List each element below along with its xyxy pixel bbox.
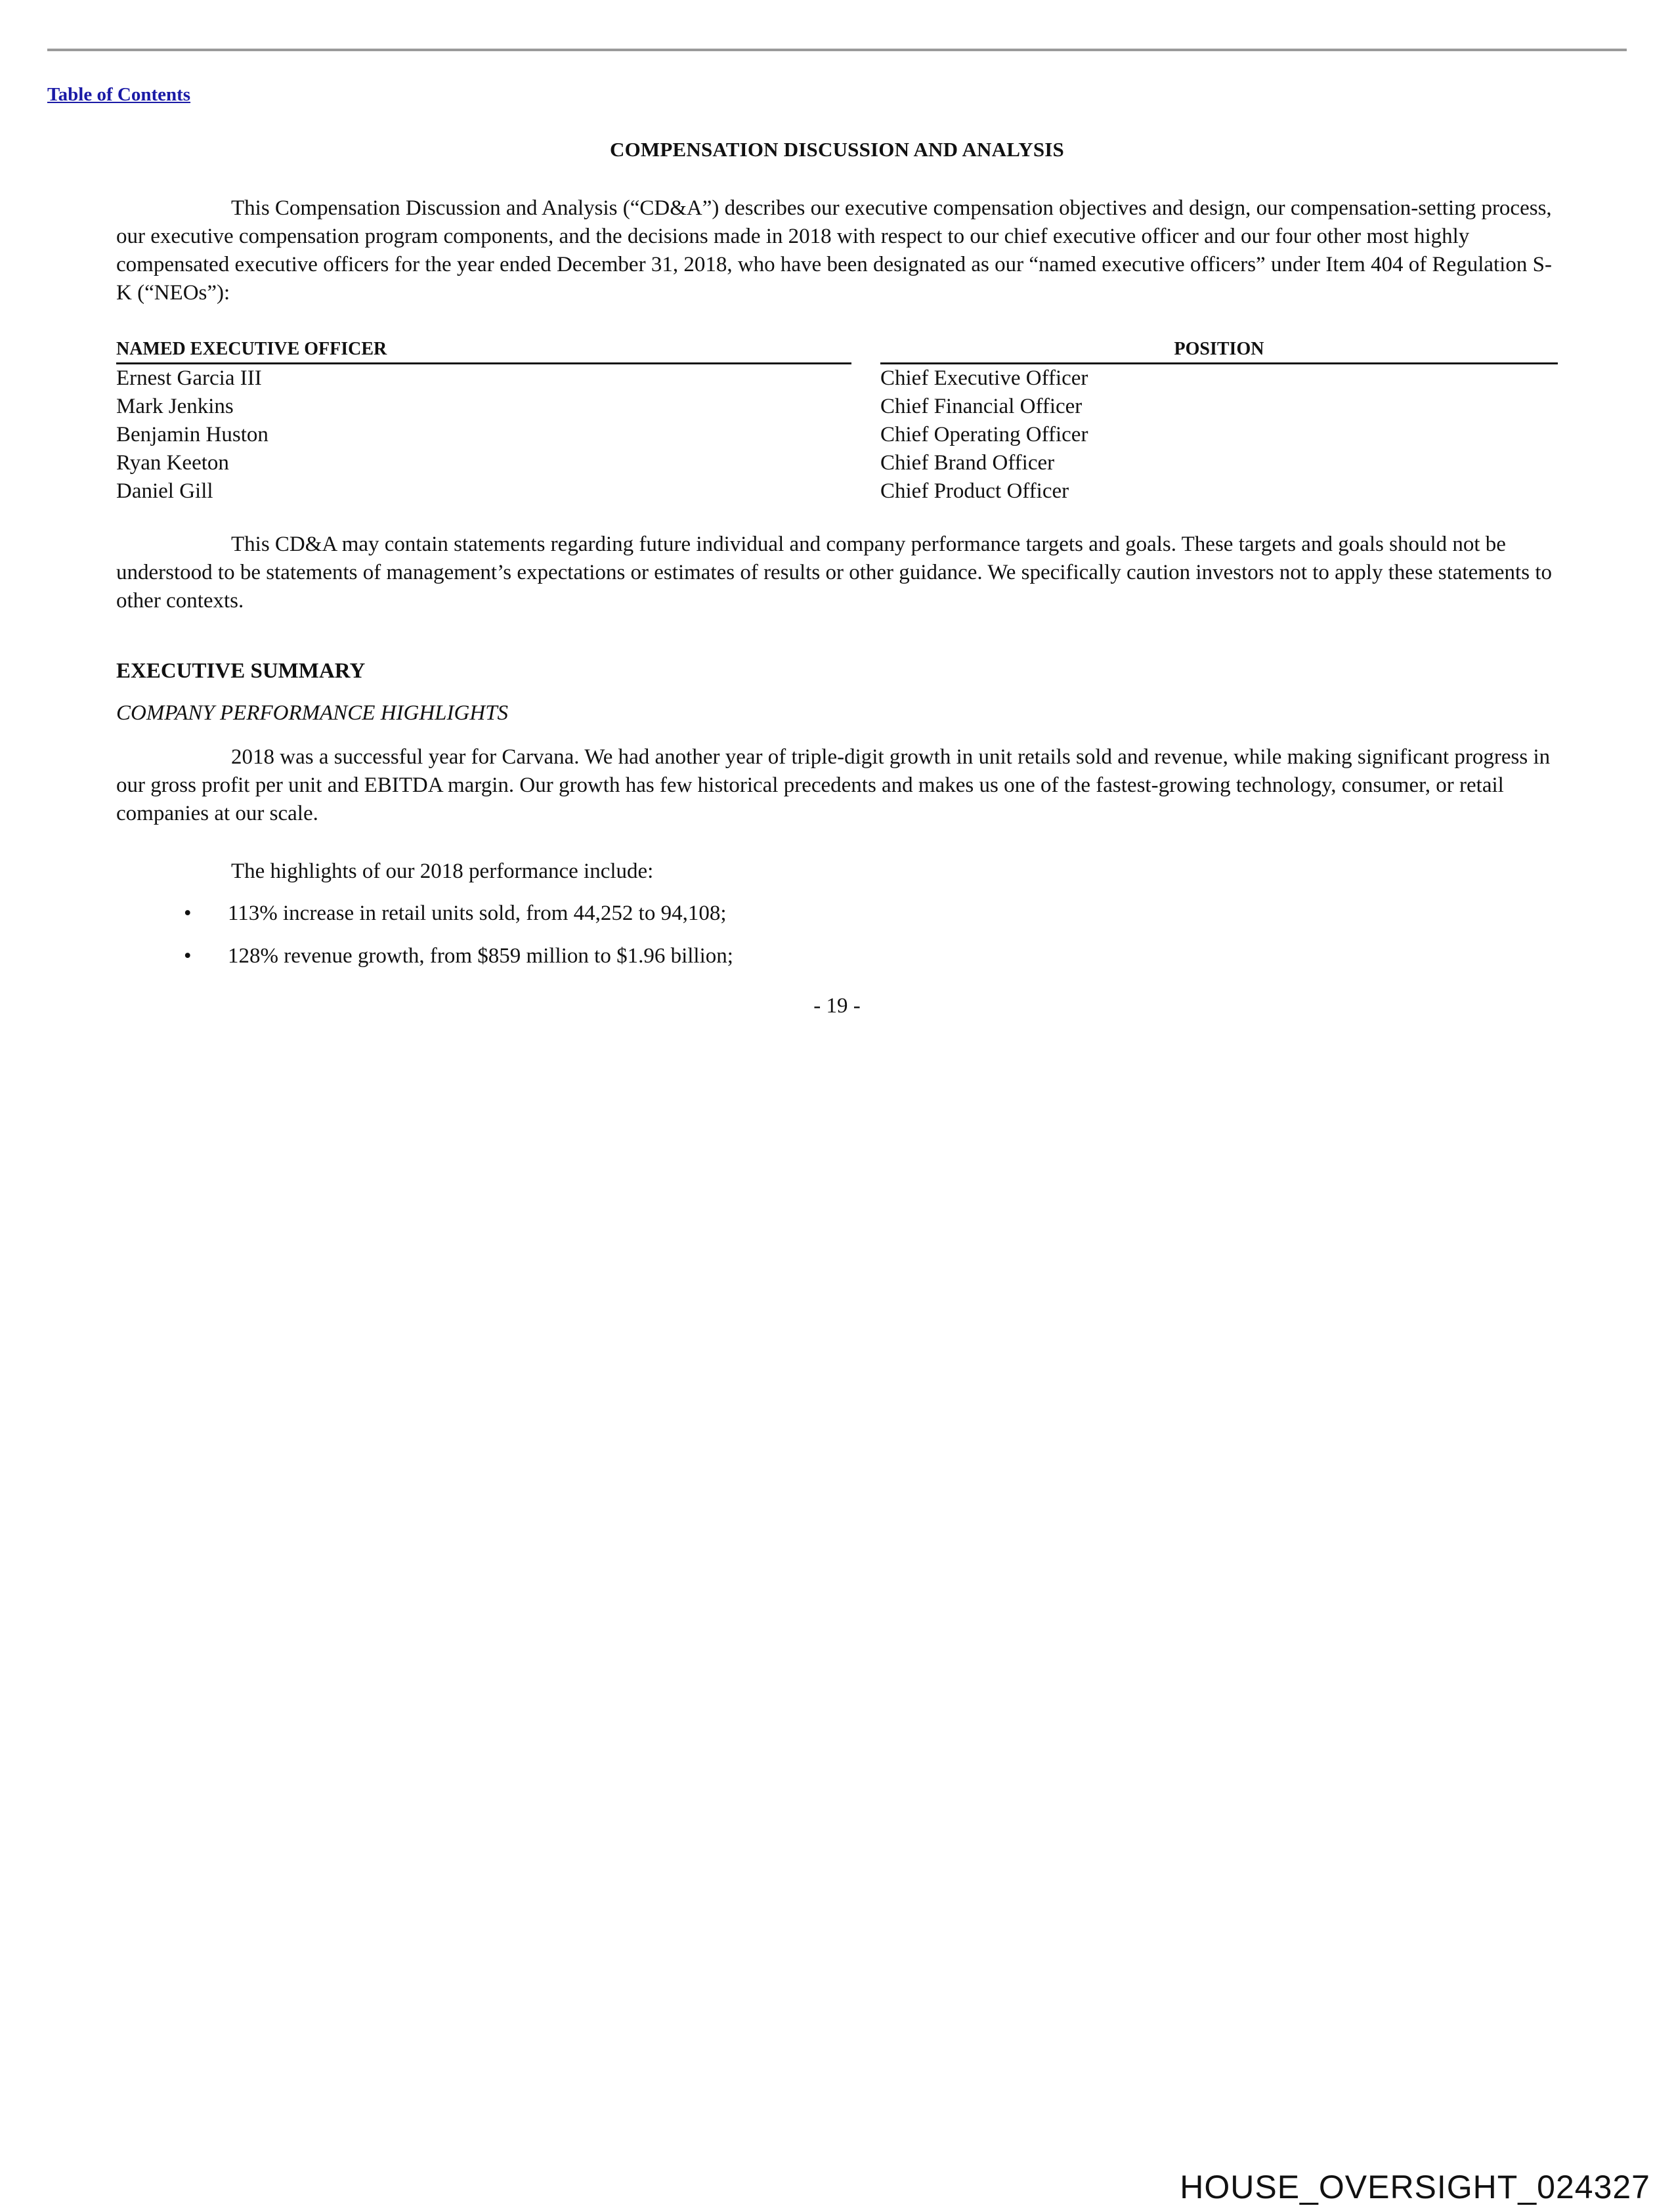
named-executive-officers-table [116,337,1558,506]
row-gap [851,364,880,393]
officer-name: Daniel Gill [116,479,213,503]
page-number: - 19 - [813,994,861,1018]
highlights-intro: The highlights of our 2018 performance include: [231,859,654,883]
row-gap [851,449,880,477]
bullet-icon: • [184,944,192,968]
table-row [116,449,1558,477]
table-header-row [116,337,1558,364]
table-of-contents-link[interactable]: Table of Contents [47,84,191,105]
list-item [116,942,1558,970]
table-row [116,364,1558,393]
intro-paragraph: This Compensation Discussion and Analysis (“CD&A”) describes our executive compensation objectives and design, our compensation-setting process, our executive compensation program components, and the decisions made in 2018 with respect to our chief executive officer and our four other most highly compensated executive officers for the year ended December 31, 2018, who have been designated as our “named executive officers” under Item 404 of Regulation S-K (“NEOs”): [116,196,1552,305]
top-rule [47,49,1627,51]
bullet-icon: • [184,901,192,925]
list-item [116,900,1558,928]
performance-highlights-subheading: COMPANY PERFORMANCE HIGHLIGHTS [116,701,509,725]
officer-position: Chief Operating Officer [880,423,1088,446]
officer-position: Chief Executive Officer [880,366,1088,390]
bullet-text: 113% increase in retail units sold, from 44,252 to 94,108; [228,901,727,925]
bullet-text: 128% revenue growth, from $859 million to $1.96 billion; [228,944,733,968]
table-row [116,421,1558,449]
row-gap [851,421,880,449]
page-title: COMPENSATION DISCUSSION AND ANALYSIS [610,138,1064,161]
executive-summary-heading: EXECUTIVE SUMMARY [116,659,366,683]
officer-name: Mark Jenkins [116,395,234,418]
header-gap [851,337,880,364]
officer-position: Chief Financial Officer [880,395,1083,418]
performance-paragraph: 2018 was a successful year for Carvana. We had another year of triple-digit growth in unit retails sold and revenue, while making significant progress in our gross profit per unit and EBITDA margin. Our growth has few historical precedents and makes us one of the fastest-growing technology, consumer, or retail companies at our scale. [116,745,1551,825]
officer-name: Ernest Garcia III [116,366,262,390]
officer-position: Chief Brand Officer [880,451,1055,475]
table-row [116,393,1558,421]
highlights-list [116,900,1558,985]
officer-name: Benjamin Huston [116,423,268,446]
cda-disclaimer-paragraph: This CD&A may contain statements regarding future individual and company performance targets and goals. These targets and goals should not be understood to be statements of management’s expectations or estimates of results or other guidance. We specifically caution investors not to apply these statements to other contexts. [116,532,1552,613]
officer-position: Chief Product Officer [880,479,1069,503]
bates-number: HOUSE_OVERSIGHT_024327 [1180,2169,1650,2205]
officer-name: Ryan Keeton [116,451,229,475]
row-gap [851,477,880,506]
row-gap [851,393,880,421]
header-named-executive-officer: NAMED EXECUTIVE OFFICER [116,337,851,364]
table-row [116,477,1558,506]
header-position: POSITION [880,337,1558,364]
